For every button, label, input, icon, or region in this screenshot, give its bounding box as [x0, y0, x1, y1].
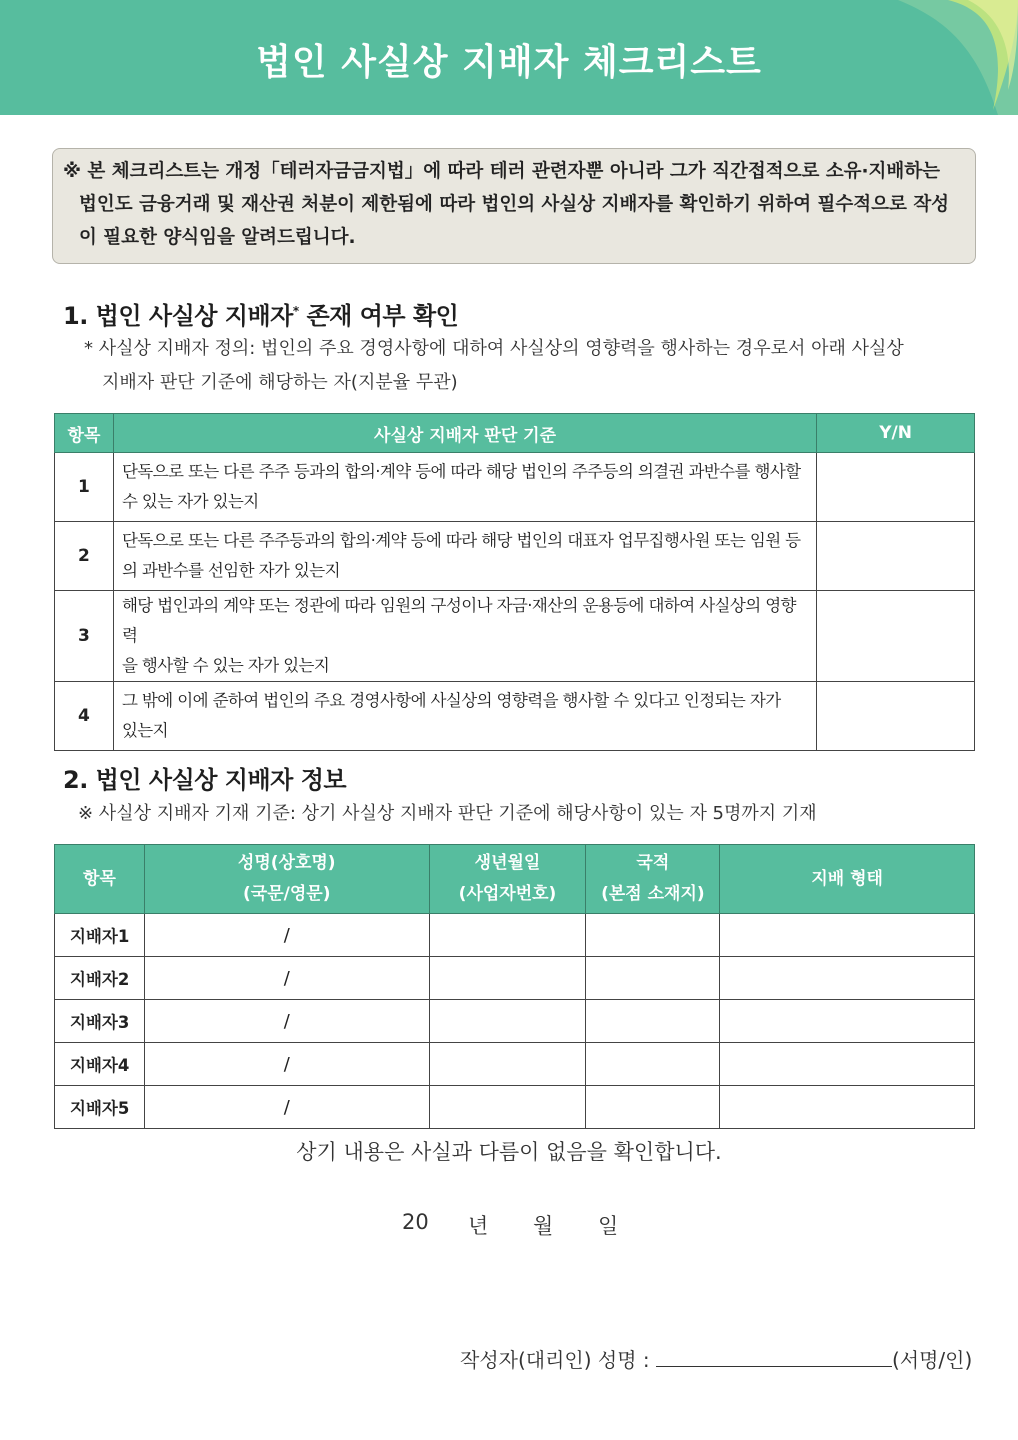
- column-header: 사실상 지배자 판단 기준: [113, 414, 816, 453]
- table-row: [55, 1086, 975, 1129]
- column-header: 성명(상호명) (국문/영문): [144, 845, 429, 914]
- nationality-input-cell[interactable]: [586, 1086, 720, 1129]
- nationality-input-cell[interactable]: [586, 914, 720, 957]
- name-input-cell[interactable]: /: [144, 1000, 429, 1043]
- controller-label: 지배자2: [55, 957, 145, 1000]
- column-header: 항목: [55, 414, 114, 453]
- date-month-label: 월: [533, 1214, 554, 1238]
- controller-label: 지배자1: [55, 914, 145, 957]
- confirmation-statement: 상기 내용은 사실과 다름이 없음을 확인합니다.: [296, 1140, 722, 1164]
- control-type-input-cell[interactable]: [720, 914, 975, 957]
- birth-input-cell[interactable]: [429, 1043, 586, 1086]
- section1-definition-note: * 사실상 지배자 정의: 법인의 주요 경영사항에 대하여 사실상의 영향력을 행사하는 경우로서 아래 사실상 지배자 판단 기준에 해당하는 자(지분율 무관): [84, 338, 904, 393]
- yn-input-cell[interactable]: [817, 682, 975, 751]
- column-header: 항목: [55, 845, 145, 914]
- controller-info-table: [54, 844, 975, 1129]
- table-row: [55, 1043, 975, 1086]
- table-row: [55, 957, 975, 1000]
- row-number: 1: [55, 453, 114, 522]
- table-row: [55, 914, 975, 957]
- control-type-input-cell[interactable]: [720, 1043, 975, 1086]
- nationality-input-cell[interactable]: [586, 957, 720, 1000]
- notice-line: 법인도 금융거래 및 재산권 처분이 제한됨에 따라 법인의 사실상 지배자를 확인하기 위하여 필수적으로 작성: [79, 194, 950, 215]
- table-row: [55, 591, 975, 682]
- controller-label: 지배자3: [55, 1000, 145, 1043]
- yn-input-cell[interactable]: [817, 453, 975, 522]
- date-year-prefix: 20: [402, 1210, 429, 1234]
- page-title: 법인 사실상 지배자 체크리스트: [256, 42, 762, 83]
- table-row: [55, 522, 975, 591]
- section2-title: 2. 법인 사실상 지배자 정보: [63, 766, 347, 794]
- column-header: 국적 (본점 소재지): [586, 845, 720, 914]
- control-type-input-cell[interactable]: [720, 957, 975, 1000]
- control-type-input-cell[interactable]: [720, 1086, 975, 1129]
- date-day-label: 일: [598, 1214, 619, 1238]
- row-number: 3: [55, 591, 114, 682]
- criterion-text: 그 밖에 이에 준하여 법인의 주요 경영사항에 사실상의 영향력을 행사할 수 있다고 인정되는 자가 있는지: [113, 682, 816, 751]
- header-banner: [0, 0, 1018, 115]
- row-number: 4: [55, 682, 114, 751]
- signature-line: [460, 1344, 972, 1373]
- notice-line: 이 필요한 양식임을 알려드립니다.: [79, 227, 356, 248]
- name-input-cell[interactable]: /: [144, 1043, 429, 1086]
- nationality-input-cell[interactable]: [586, 1000, 720, 1043]
- birth-input-cell[interactable]: [429, 957, 586, 1000]
- criterion-text: 해당 법인과의 계약 또는 정관에 따라 임원의 구성이나 자금·재산의 운용등에 대하여 사실상의 영향력 을 행사할 수 있는 자가 있는지: [113, 591, 816, 682]
- name-input-cell[interactable]: /: [144, 914, 429, 957]
- birth-input-cell[interactable]: [429, 1000, 586, 1043]
- column-header: 생년월일 (사업자번호): [429, 845, 586, 914]
- yn-input-cell[interactable]: [817, 591, 975, 682]
- controller-label: 지배자5: [55, 1086, 145, 1129]
- signature-suffix: (서명/인): [891, 1348, 973, 1372]
- signature-label: 작성자(대리인) 성명 :: [460, 1348, 656, 1372]
- criteria-table: [54, 413, 975, 751]
- notice-box: [52, 148, 976, 264]
- section1-title: 1. 법인 사실상 지배자* 존재 여부 확인: [63, 302, 459, 330]
- column-header: 지배 형태: [720, 845, 975, 914]
- control-type-input-cell[interactable]: [720, 1000, 975, 1043]
- yn-input-cell[interactable]: [817, 522, 975, 591]
- notice-line: ※ 본 체크리스트는 개정「테러자금금지법」에 따라 테러 관련자뿐 아니라 그가 직간접적으로 소유·지배하는: [63, 161, 941, 182]
- controller-label: 지배자4: [55, 1043, 145, 1086]
- criterion-text: 단독으로 또는 다른 주주 등과의 합의·계약 등에 따라 해당 법인의 주주등의 의결권 과반수를 행사할 수 있는 자가 있는지: [113, 453, 816, 522]
- row-number: 2: [55, 522, 114, 591]
- birth-input-cell[interactable]: [429, 914, 586, 957]
- signature-name-field[interactable]: [656, 1348, 892, 1367]
- name-input-cell[interactable]: /: [144, 957, 429, 1000]
- criterion-text: 단독으로 또는 다른 주주등과의 합의·계약 등에 따라 해당 법인의 대표자 업무집행사원 또는 임원 등 의 과반수를 선임한 자가 있는지: [113, 522, 816, 591]
- birth-input-cell[interactable]: [429, 1086, 586, 1129]
- column-header: Y/N: [817, 414, 975, 453]
- date-year-label: 년: [468, 1214, 489, 1238]
- section2-note: ※ 사실상 지배자 기재 기준: 상기 사실상 지배자 판단 기준에 해당사항이 있는 자 5명까지 기재: [78, 803, 817, 824]
- table-row: [55, 1000, 975, 1043]
- table-row: [55, 453, 975, 522]
- name-input-cell[interactable]: /: [144, 1086, 429, 1129]
- table-row: [55, 682, 975, 751]
- nationality-input-cell[interactable]: [586, 1043, 720, 1086]
